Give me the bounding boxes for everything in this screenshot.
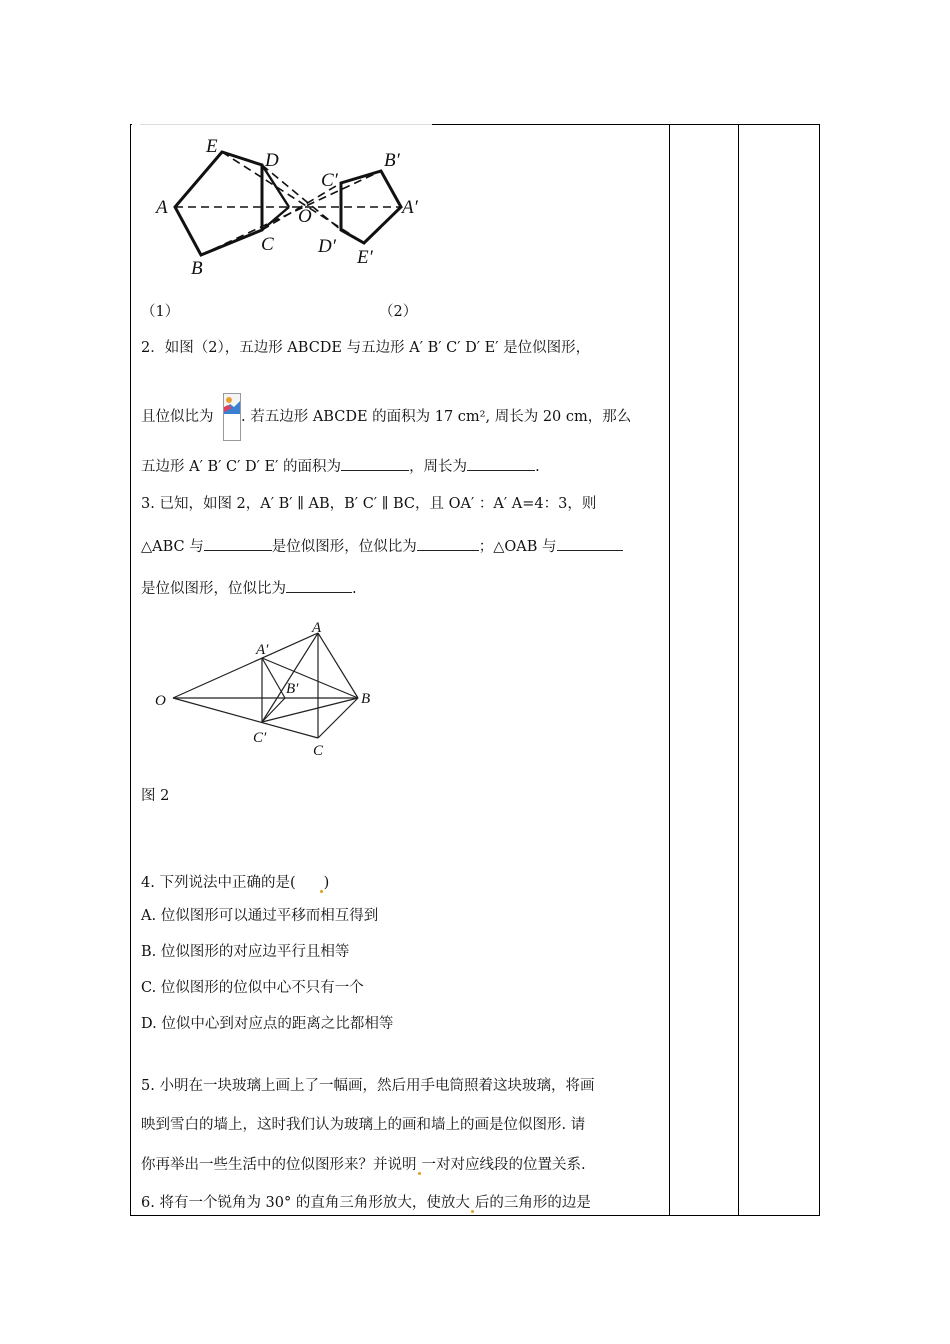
pentagon-abcde [175, 152, 262, 255]
label-a2-prime: A′ [256, 642, 269, 658]
q3-ratio-blank-1[interactable] [417, 536, 479, 551]
segment-b-c [318, 698, 358, 738]
table-col-divider-1 [669, 124, 670, 1216]
q4-stem-pre: 4. 下列说法中正确的是( [141, 875, 296, 891]
q3-line2-pre: △ABC 与 [141, 539, 204, 555]
q4-option-c: C. 位似图形的位似中心不只有一个 [141, 980, 364, 996]
q4-option-a: A. 位似图形可以通过平移而相互得到 [141, 908, 379, 924]
label-a-prime: A′ [402, 197, 418, 218]
q2-line2-post: . 若五边形 ABCDE 的面积为 17 cm², 周长为 20 cm，那么 [241, 409, 632, 425]
table-bottom-border [130, 1215, 820, 1216]
segment-o-c [173, 698, 318, 738]
table-right-border [819, 124, 820, 1216]
label-o2: O [155, 693, 166, 709]
q3-line2-mid: 是位似图形，位似比为 [271, 539, 417, 555]
dashed-e-eprime [222, 152, 364, 243]
q2-line3-pre: 五边形 A′ B′ C′ D′ E′ 的面积为 [141, 459, 342, 475]
figure2-caption: 图 2 [141, 788, 170, 804]
label-b2: B [361, 691, 371, 707]
q5-line1: 5. 小明在一块玻璃上画上了一幅画，然后用手电筒照着这块玻璃，将画 [141, 1078, 595, 1094]
label-o: O [298, 206, 312, 227]
table-col-divider-2 [738, 124, 739, 1216]
q5-line2: 映到雪白的墙上，这时我们认为玻璃上的画和墙上的画是位似图形. 请 [141, 1117, 586, 1133]
q6-line1 [141, 1193, 591, 1213]
label-c-prime: C′ [321, 170, 338, 191]
label-b2-prime: B′ [286, 681, 299, 697]
q2-line1: 2．如图（2），五边形 ABCDE 与五边形 A′ B′ C′ D′ E′ 是位似图形， [141, 340, 591, 356]
table-top-border [432, 124, 820, 125]
label-c: C [261, 234, 274, 255]
q3-line2-mid2: ；△OAB 与 [478, 539, 557, 555]
ratio-image-icon [223, 393, 241, 441]
label-b: B [191, 258, 203, 279]
label-a: A [156, 197, 168, 218]
q3-line1: 3. 已知，如图 2，A′ B′ ∥ AB，B′ C′ ∥ BC，且 OA′ ：A′ A=4：3，则 [141, 496, 597, 512]
q2-area-blank[interactable] [341, 456, 409, 471]
label-e-prime: E′ [357, 247, 373, 268]
q2-perimeter-blank[interactable] [467, 456, 535, 471]
segment-ap-b [262, 658, 358, 698]
label-e: E [206, 136, 218, 157]
triangle-figure [150, 612, 380, 762]
segment-bp-cp [262, 698, 285, 722]
q6-line1-post: 后的三角形的边是 [474, 1195, 591, 1211]
q6-line1-pre: 6. 将有一个锐角为 30° 的直角三角形放大，使放大 [141, 1195, 470, 1211]
q2-line2-pre: 且位似比为 [141, 409, 214, 425]
segment-a-b [318, 633, 358, 698]
q2-line3-end: . [535, 459, 540, 475]
q4-stem-post: ) [323, 875, 330, 891]
q4-option-d: D. 位似中心到对应点的距离之比都相等 [141, 1016, 394, 1032]
segment-c-o [262, 207, 289, 230]
q3-line2 [141, 536, 623, 557]
label-a2: A [312, 620, 322, 636]
table-left-border [130, 124, 131, 1216]
q5-line3-post: 一对对应线段的位置关系. [421, 1157, 586, 1173]
q3-line3-pre: 是位似图形，位似比为 [141, 581, 286, 597]
segment-d-o [262, 165, 289, 207]
table-top-border-short [140, 124, 432, 125]
label-d: D [265, 150, 279, 171]
q5-line3-pre: 你再举出一些生活中的位似图形来？并说明 [141, 1157, 417, 1173]
q3-line3-end: . [352, 581, 357, 597]
segment-cp-b [262, 698, 358, 722]
pentagon-figure [140, 130, 440, 280]
q4-stem [141, 873, 329, 893]
figure1-caption-1: （1） [141, 304, 180, 320]
q3-triangle-blank[interactable] [204, 536, 272, 551]
label-b-prime: B′ [384, 150, 400, 171]
q5-line3 [141, 1155, 586, 1175]
label-c2-prime: C′ [253, 730, 267, 746]
q4-option-b: B. 位似图形的对应边平行且相等 [141, 944, 350, 960]
q2-line3 [141, 456, 540, 477]
label-c2: C [313, 743, 324, 759]
q3-line3 [141, 578, 357, 599]
label-d-prime: D′ [318, 236, 336, 257]
q2-line3-mid: ，周长为 [409, 459, 468, 475]
q3-triangle-blank-2[interactable] [557, 536, 623, 551]
q4-answer-space[interactable] [296, 873, 324, 893]
q3-ratio-blank-2[interactable] [286, 578, 352, 593]
figure1-caption-2: （2） [379, 304, 418, 320]
